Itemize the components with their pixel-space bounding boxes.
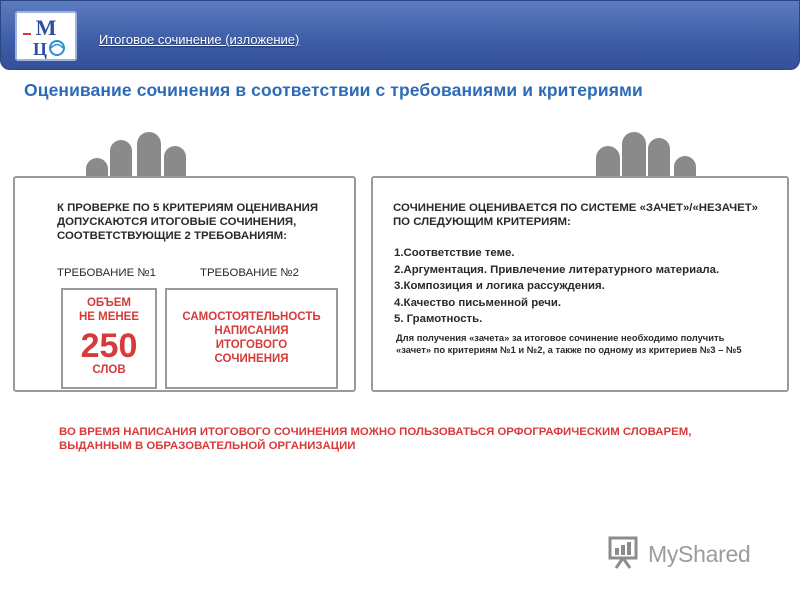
svg-text:Ц: Ц	[32, 39, 48, 59]
right-panel-intro: СОЧИНЕНИЕ ОЦЕНИВАЕТСЯ ПО СИСТЕМЕ «ЗАЧЕТ»/«НЕЗАЧЕТ» ПО СЛЕДУЮЩИМ КРИТЕРИЯМ:	[393, 202, 759, 228]
requirement-1-line-3: СЛОВ	[92, 364, 126, 376]
criteria-item: 5. Грамотность.	[394, 313, 483, 326]
criteria-item: 3.Композиция и логика рассуждения.	[394, 280, 605, 293]
logo-icon[interactable]	[15, 11, 77, 61]
requirement-1-line-1: ОБЪЕМ	[86, 297, 132, 309]
requirement-2-line-3: ИТОГОВОГО	[215, 339, 288, 351]
myshared-watermark[interactable]	[606, 536, 776, 572]
header-title[interactable]: Итоговое сочинение (изложение)	[99, 32, 300, 47]
requirement-2-line-1: САМОСТОЯТЕЛЬНОСТЬ	[182, 311, 321, 323]
requirement-1-line-2: НЕ МЕНЕЕ	[78, 311, 140, 323]
criteria-item: 2.Аргументация. Привлечение литературного материала.	[394, 263, 720, 276]
word-count-number: 250	[80, 327, 138, 365]
myshared-logo-icon	[606, 536, 646, 570]
passing-note: Для получения «зачета» за итоговое сочинение необходимо получить «зачет» по критериям №1 и №2, а также по одному из критериев №3 – №5	[396, 332, 742, 356]
requirement-1-text	[63, 296, 155, 324]
requirement-1-box	[61, 288, 157, 389]
watermark-text: MyShared	[648, 541, 751, 567]
svg-text:M: M	[35, 15, 57, 40]
requirement-2-line-4: СОЧИНЕНИЯ	[214, 353, 289, 365]
requirement-2-label: ТРЕБОВАНИЕ №2	[200, 267, 299, 279]
requirement-1-label: ТРЕБОВАНИЕ №1	[57, 267, 156, 279]
criteria-item: 4.Качество письменной речи.	[394, 296, 561, 309]
header-bar	[0, 0, 800, 70]
dictionary-warning: ВО ВРЕМЯ НАПИСАНИЯ ИТОГОВОГО СОЧИНЕНИЯ МОЖНО ПОЛЬЗОВАТЬСЯ ОРФОГРАФИЧЕСКИМ СЛОВАРЕМ, ВЫДАННЫМ В ОБРАЗОВАТЕЛЬНОЙ ОРГАНИЗАЦИИ	[59, 426, 692, 452]
requirement-2-box	[165, 288, 338, 389]
requirement-2-line-2: НАПИСАНИЯ	[214, 325, 289, 337]
criteria-list	[394, 245, 774, 328]
requirement-2-text	[167, 310, 336, 366]
criteria-item: 1.Соответствие теме.	[394, 247, 515, 259]
left-panel-intro: К ПРОВЕРКЕ ПО 5 КРИТЕРИЯМ ОЦЕНИВАНИЯ ДОПУСКАЮТСЯ ИТОГОВЫЕ СОЧИНЕНИЯ, СООТВЕТСТВУЮЩИЕ 2 ТРЕБОВАНИЯМ:	[57, 202, 319, 242]
page-title: Оценивание сочинения в соответствии с требованиями и критериями	[24, 80, 643, 100]
